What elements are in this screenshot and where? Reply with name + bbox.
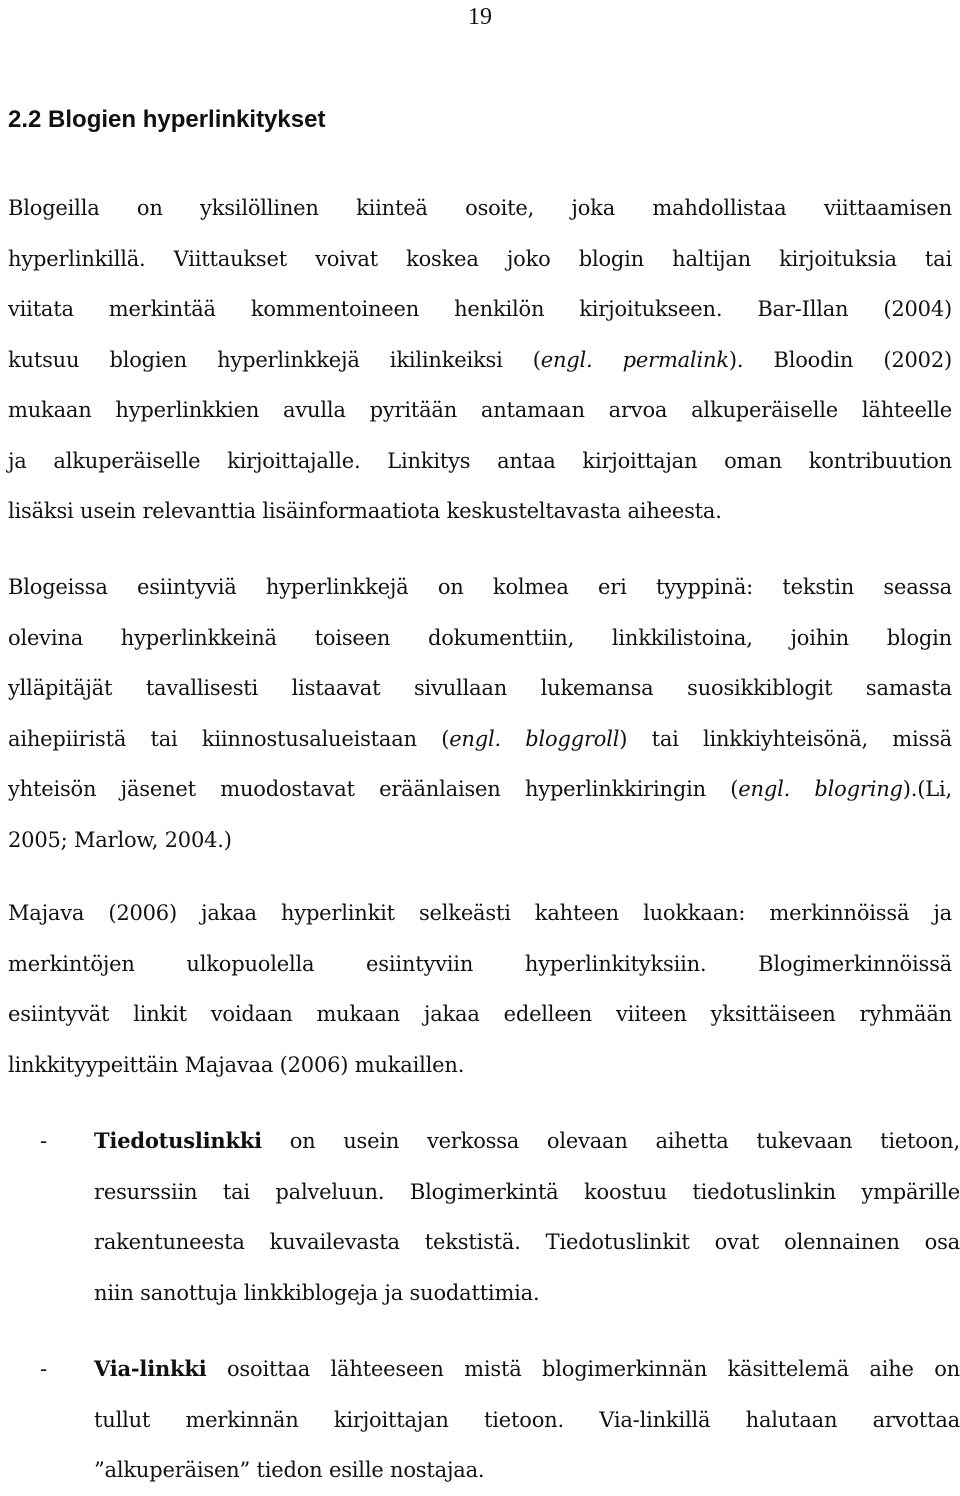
list-term: Tiedotuslinkki bbox=[94, 1128, 262, 1153]
italic-term: engl. bloggroll bbox=[449, 726, 620, 751]
list-item-line: resurssiin tai palveluun. Blogimerkintä koostuu tiedotuslinkin ympärille bbox=[94, 1179, 960, 1204]
list-item-body bbox=[94, 1116, 960, 1318]
text-run: ) tai linkkiyhteisönä, missä bbox=[619, 726, 952, 751]
paragraph-3 bbox=[8, 888, 952, 1090]
text-run: osoittaa lähteeseen mistä blogimerkinnän käsittelemä aihe on bbox=[206, 1357, 960, 1381]
text-run: ).(Li, bbox=[902, 777, 952, 801]
paragraph-2 bbox=[8, 562, 952, 865]
italic-term: engl. blogring bbox=[738, 777, 903, 801]
paragraph-line bbox=[8, 714, 952, 765]
list-term: Via-linkki bbox=[94, 1356, 207, 1381]
paragraph-line: Blogeissa esiintyviä hyperlinkkejä on kolmea eri tyyppinä: tekstin seassa bbox=[8, 575, 952, 599]
list-dash: - bbox=[40, 1129, 48, 1153]
paragraph-line: olevina hyperlinkkeinä toiseen dokumenttiin, linkkilistoina, joihin blogin bbox=[8, 625, 952, 650]
text-run: ). Bloodin (2002) bbox=[728, 347, 952, 372]
list-item-line bbox=[94, 1344, 960, 1395]
list-item-line: tullut merkinnän kirjoittajan tietoon. Via-linkillä halutaan arvottaa bbox=[94, 1407, 960, 1432]
list-item-line bbox=[94, 1116, 960, 1167]
list-dash: - bbox=[40, 1357, 48, 1381]
text-run: on usein verkossa olevaan aihetta tukevaan tietoon, bbox=[261, 1129, 960, 1153]
paragraph-line: Majava (2006) jakaa hyperlinkit selkeästi kahteen luokkaan: merkinnöissä ja bbox=[8, 901, 952, 925]
paragraph-line: esiintyvät linkit voidaan mukaan jakaa edelleen viiteen yksittäiseen ryhmään bbox=[8, 1002, 952, 1026]
paragraph-line: ja alkuperäiselle kirjoittajalle. Linkitys antaa kirjoittajan oman kontribuution bbox=[8, 448, 952, 473]
section-heading: 2.2 Blogien hyperlinkitykset bbox=[8, 106, 326, 133]
paragraph-line: merkintöjen ulkopuolella esiintyviin hyperlinkityksiin. Blogimerkinnöissä bbox=[8, 951, 952, 976]
paragraph-line: viitata merkintää kommentoineen henkilön kirjoitukseen. Bar-Illan (2004) bbox=[8, 297, 952, 321]
list-item-body bbox=[94, 1344, 960, 1496]
paragraph-1 bbox=[8, 183, 952, 537]
text-run: yhteisön jäsenet muodostavat eräänlaisen hyperlinkkiringin ( bbox=[8, 777, 739, 801]
page-number: 19 bbox=[468, 4, 492, 30]
text-run: kutsuu blogien hyperlinkkejä ikilinkeiksi ( bbox=[8, 347, 541, 372]
text-run: aihepiiristä tai kiinnostusalueistaan ( bbox=[8, 726, 450, 751]
list-item-line: ”alkuperäisen” tiedon esille nostajaa. bbox=[94, 1458, 485, 1482]
paragraph-line bbox=[8, 335, 952, 386]
paragraph-line: mukaan hyperlinkkien avulla pyritään antamaan arvoa alkuperäiselle lähteelle bbox=[8, 398, 952, 422]
paragraph-line: ylläpitäjät tavallisesti listaavat sivullaan lukemansa suosikkiblogit samasta bbox=[8, 676, 952, 700]
list-item-line: rakentuneesta kuvailevasta tekstistä. Tiedotuslinkit ovat olennainen osa bbox=[94, 1230, 960, 1254]
paragraph-line bbox=[8, 764, 952, 815]
italic-term: engl. permalink bbox=[540, 347, 729, 372]
paragraph-line: lisäksi usein relevanttia lisäinformaatiota keskusteltavasta aiheesta. bbox=[8, 499, 722, 523]
paragraph-line: linkkityypeittäin Majavaa (2006) mukaillen. bbox=[8, 1052, 465, 1077]
paragraph-line: 2005; Marlow, 2004.) bbox=[8, 827, 232, 852]
paragraph-line: Blogeilla on yksilöllinen kiinteä osoite, joka mahdollistaa viittaamisen bbox=[8, 196, 952, 220]
paragraph-line: hyperlinkillä. Viittaukset voivat koskea joko blogin haltijan kirjoituksia tai bbox=[8, 246, 952, 271]
list-item-line: niin sanottuja linkkiblogeja ja suodattimia. bbox=[94, 1280, 540, 1305]
